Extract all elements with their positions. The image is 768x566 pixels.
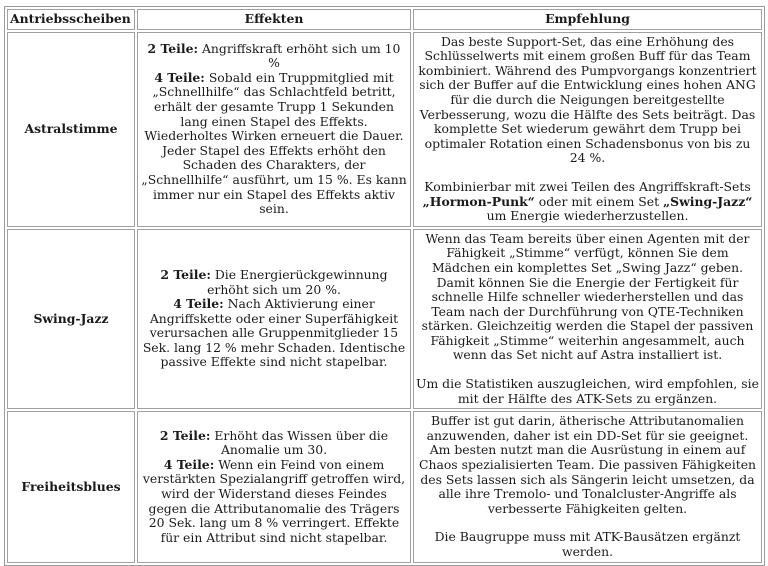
effect-2pc-text: Erhöht das Wissen über die Anomalie um 30.: [210, 427, 389, 458]
recommendation-paragraph: Wenn das Team bereits über einen Agenten mit der Fähigkeit „Stimme“ verfügt, können Sie dem Mädchen ein komplettes Set „Swing Jazz“ geben. Damit können Sie die Energie der Fertigkeit für schnelle Hilfe schneller wiederherstellen und das Team nach der Durchführung von QTE-Techniken stärken. Gleichzeitig werden die Stapel der passiven Fähigkeit „Stimme“ weiterhin angesammelt, auch wenn das Set nicht auf Astra installiert ist.: [421, 230, 754, 363]
table-row: [7, 32, 762, 227]
set-link-hormon-punk: „Hormon-Punk“: [422, 193, 535, 209]
table-header-row: [7, 9, 762, 30]
recommendation-paragraph: Buffer ist gut darin, ätherische Attributanomalien anzuwenden, daher ist ein DD-Set für sie geeignet. Am besten nutzt man die Ausrüstung in einem auf Chaos spezialisierten Team. Die passiven Fähigkeiten des Sets lassen sich als Sängerin leicht umsetzen, da alle ihre Tremolo- und Tonalcluster-Angriffe als verbesserte Fähigkeiten gelten.: [418, 413, 757, 516]
effect-4pc-label: 4 Teile:: [154, 69, 205, 85]
effect-2pc-text: Die Energierückgewinnung erhöht sich um 20 %.: [207, 266, 388, 297]
recommendation-paragraph: Das beste Support-Set, das eine Erhöhung des Schlüsselwerts mit einem großen Buff für das Team kombiniert. Während des Pumpvorgangs konzentriert sich der Buffer auf die Entwicklung eines hohen ANG für die durch die Neigungen bereitgestellte Verbesserung, wozu die Hälfte des Sets beiträgt. Das komplette Set wiederum gewährt dem Trupp bei optimaler Rotation einen Schadensbonus von bis zu 24 %.: [418, 33, 757, 166]
set-effects: [137, 229, 411, 410]
effect-4pc-text: Sobald ein Truppmitglied mit „Schnellhilfe“ das Schlachtfeld betritt, erhält der gesamte Trupp 1 Sekunden lang einen Stapel des Effekts. Wiederholtes Wirken erneuert die Dauer. Jeder Stapel des Effekts erhöht den Schaden des Charakters, der „Schnellhilfe“ ausführt, um 15 %. Es kann immer nur ein Stapel des Effekts aktiv sein.: [141, 69, 407, 217]
set-recommendation: [413, 411, 762, 562]
set-name: Swing-Jazz: [7, 229, 135, 410]
set-name: Astralstimme: [7, 32, 135, 227]
effect-4pc-text: Wenn ein Feind von einem verstärkten Spezialangriff getroffen wird, wird der Widerstand dieses Feindes gegen die Attributanomalie des Trägers 20 Sek. lang um 8 % verringert. Effekte für ein Attribut sind nicht stapelbar.: [142, 456, 406, 545]
drive-disc-table: [4, 6, 765, 566]
effect-4pc-text: Nach Aktivierung einer Angriffskette oder einer Superfähigkeit verursachen alle Gruppenmitglieder 15 Sek. lang 12 % mehr Schaden. Identische passive Effekte sind nicht stapelbar.: [142, 296, 406, 370]
effect-4pc-label: 4 Teile:: [163, 456, 215, 472]
rec-text: um Energie wiederherzustellen.: [486, 208, 689, 224]
set-recommendation: [413, 229, 762, 410]
effect-4pc-label: 4 Teile:: [173, 296, 224, 312]
table-row: [7, 229, 762, 410]
set-name: Freiheitsblues: [7, 411, 135, 562]
effect-2pc-label: 2 Teile:: [147, 40, 199, 56]
header-drive-discs: Antriebsscheiben: [7, 9, 135, 30]
set-effects: [137, 411, 411, 562]
set-recommendation: [413, 32, 762, 227]
effect-2pc-label: 2 Teile:: [160, 266, 211, 282]
header-effects: Effekten: [137, 9, 411, 30]
header-recommendation: Empfehlung: [413, 9, 762, 30]
recommendation-paragraph-2: Um die Statistiken auszugleichen, wird empfohlen, sie mit der Hälfte des ATK-Sets zu ergänzen.: [416, 376, 759, 406]
recommendation-paragraph-2: Die Baugruppe muss mit ATK-Bausätzen ergänzt werden.: [434, 529, 741, 559]
set-effects: [137, 32, 411, 227]
table-row: [7, 411, 762, 562]
set-link-swing-jazz: „Swing-Jazz“: [663, 193, 753, 209]
effect-2pc-text: Angriffskraft erhöht sich um 10 %: [198, 40, 401, 71]
recommendation-paragraph-2: [416, 180, 759, 224]
rec-text: oder mit einem Set: [534, 193, 664, 209]
rec-text: Kombinierbar mit zwei Teilen des Angriffskraft-Sets: [424, 178, 751, 194]
effect-2pc-label: 2 Teile:: [159, 427, 211, 443]
